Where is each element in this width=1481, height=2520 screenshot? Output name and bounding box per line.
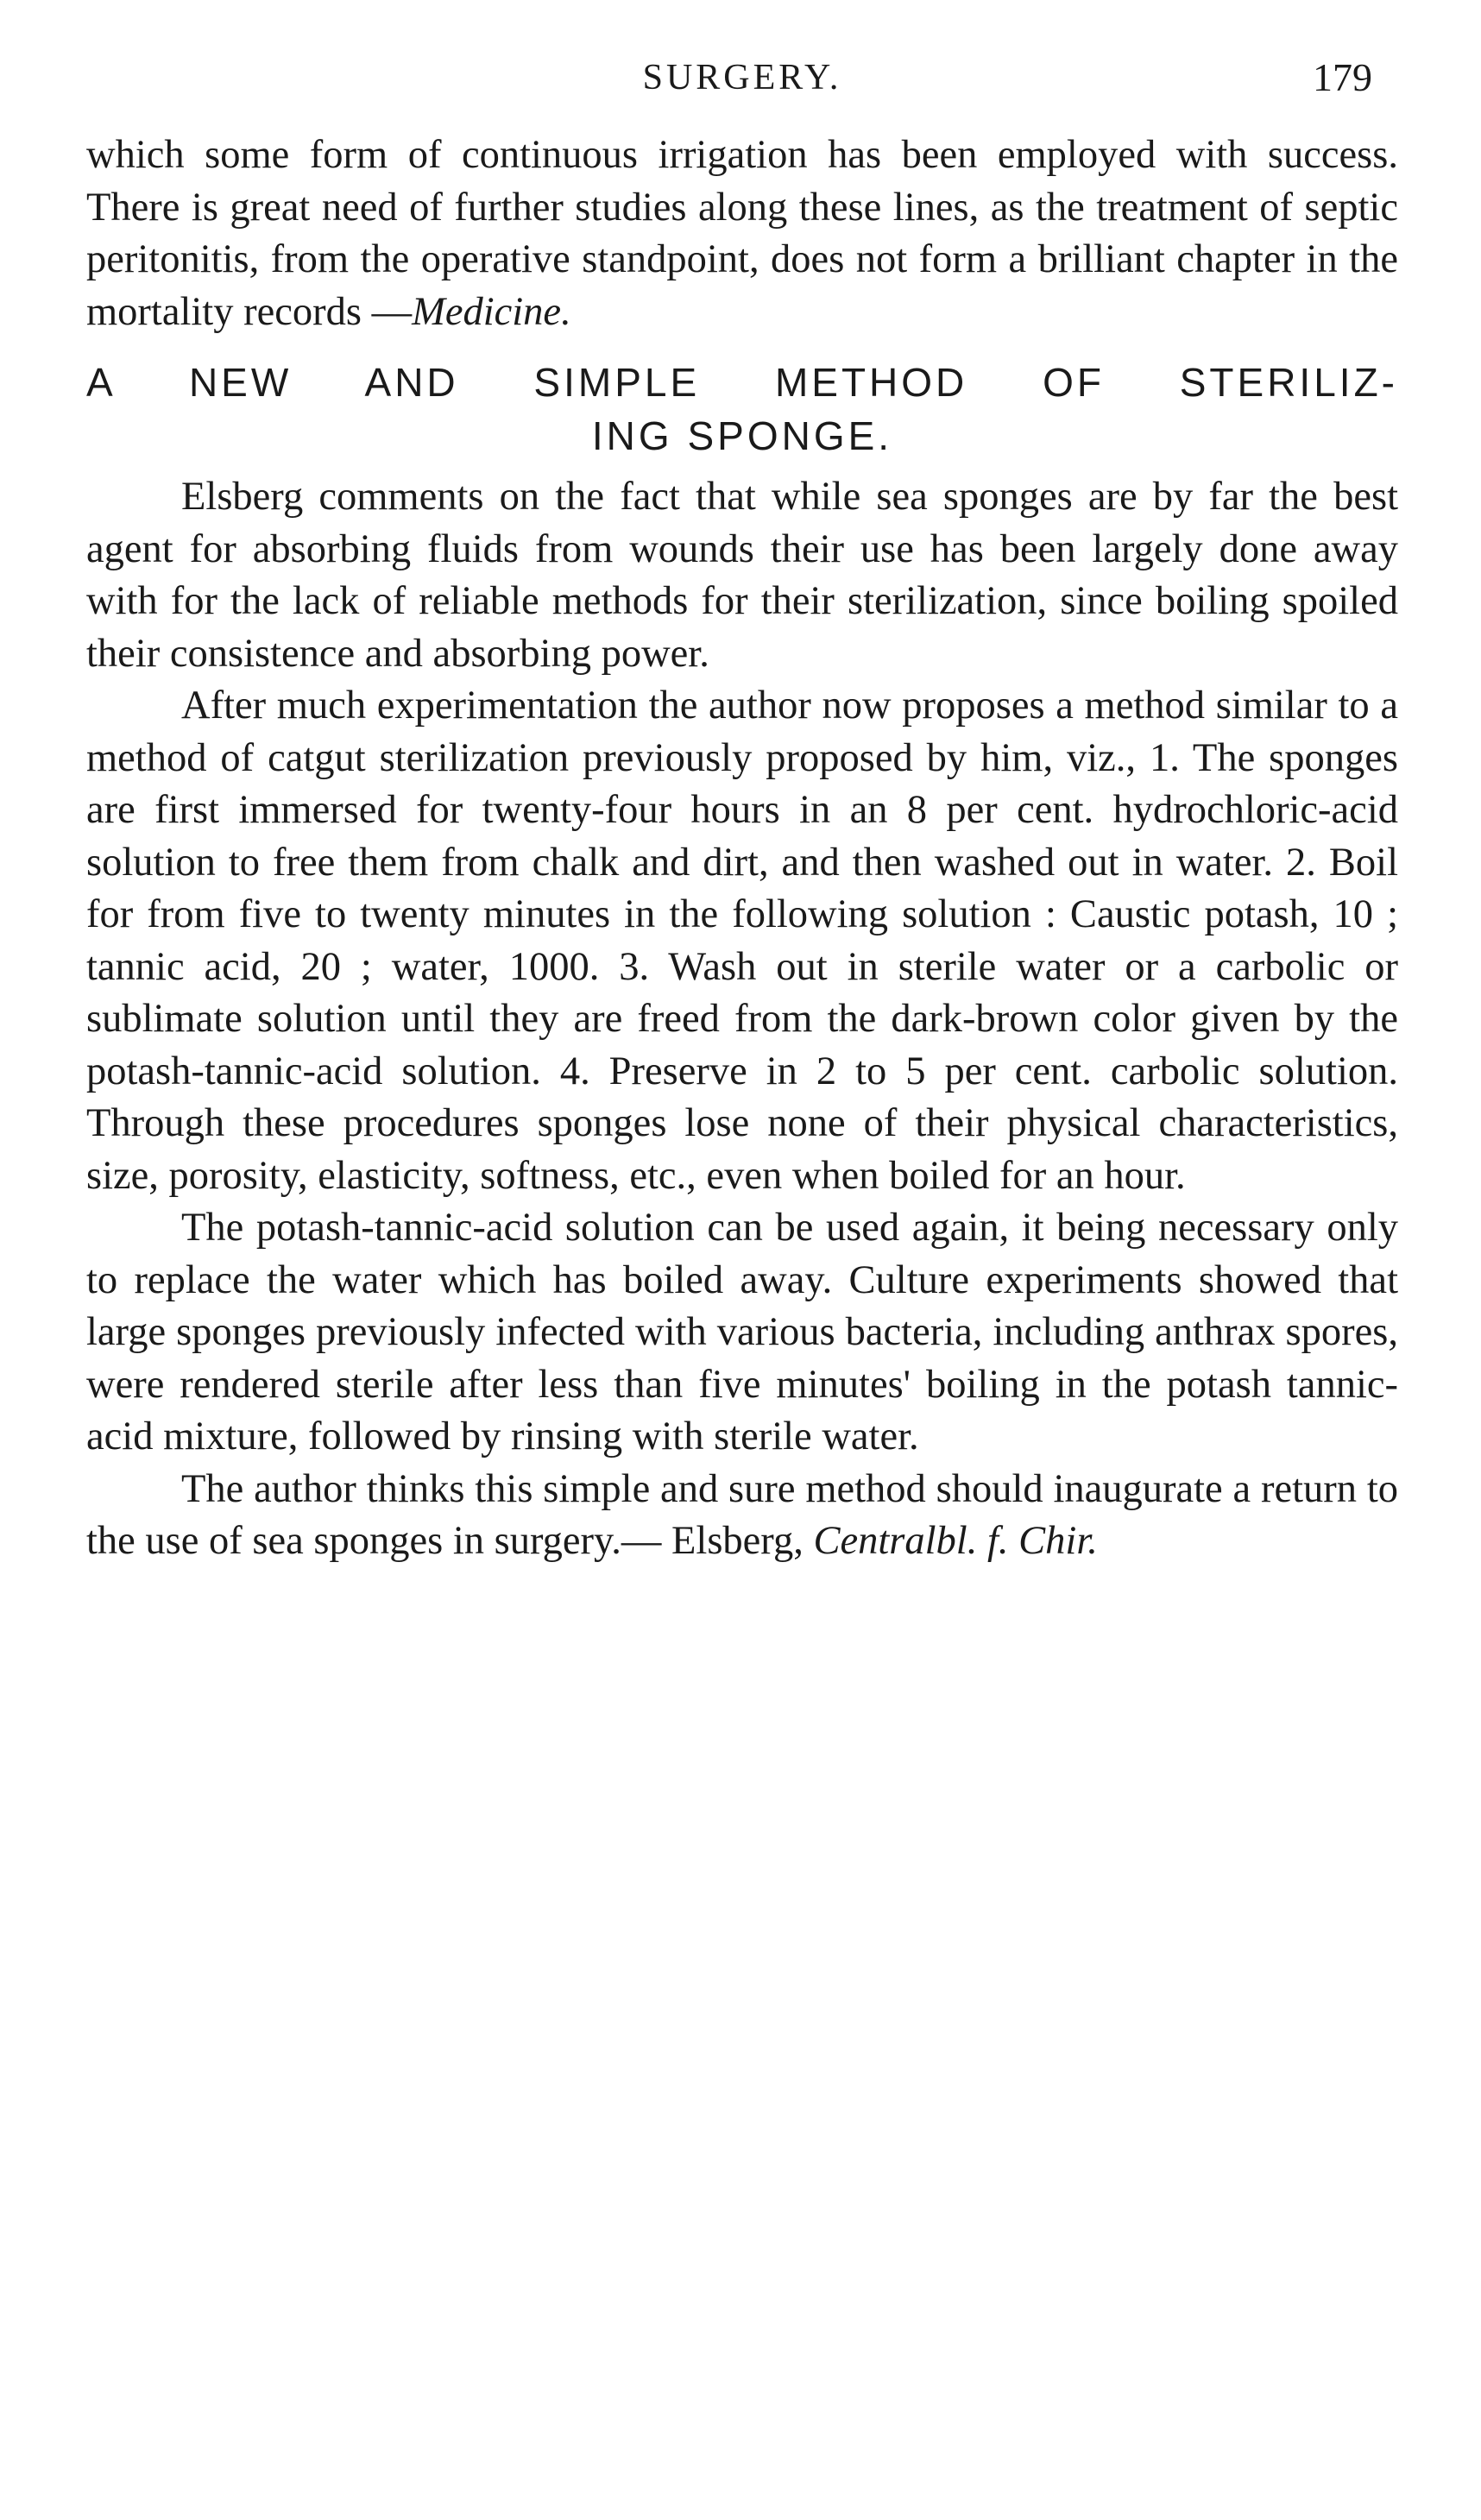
- book-page: [86, 52, 1398, 1568]
- section-heading-line-2: ING SPONGE.: [591, 413, 893, 458]
- closing-citation: Centralbl. f. Chir.: [813, 1519, 1098, 1563]
- body-paragraph-3: The potash-tannic-acid solution can be used again, it being necessary only to replace the water which has boiled away. Culture experiments showed that large sponges previously infected with various bacteria, including anthrax spores, were rendered sterile after less than five minutes' boiling in the potash tannic-acid mixture, followed by rinsing with sterile water.: [86, 1206, 1398, 1458]
- running-head: [86, 52, 1398, 112]
- section-heading: [86, 356, 1398, 463]
- page-number: 179: [1313, 55, 1372, 99]
- intro-paragraph: [86, 129, 1398, 338]
- intro-paragraph-text: which some form of continuous irrigation has been employed with success. There is great need of further studies along these lines, as the treatment of septic peritonitis, from the operative standpoint, does not form a brilliant chapter in the mortality records —: [86, 133, 1398, 334]
- intro-citation: Medicine.: [412, 289, 571, 334]
- body-paragraph-1: Elsberg comments on the fact that while sea sponges are by far the best agent for absorbing fluids from wounds their use has been largely done away with for the lack of reliable methods for their sterilization, since boiling spoiled their consistence and absorbing power.: [86, 475, 1398, 676]
- section-heading-line-1: A NEW AND SIMPLE METHOD OF STERILIZ-: [86, 360, 1398, 405]
- running-title: SURGERY.: [642, 58, 842, 98]
- closing-paragraph-text: The author thinks this simple and sure method should inaugurate a return to the use of sea sponges in surgery.— Elsberg,: [86, 1466, 1398, 1563]
- body-paragraph-2: After much experimentation the author now proposes a method similar to a method of catgut sterilization previously proposed by him, viz., 1. The sponges are first immersed for twenty-four hours in an 8 per cent. hydrochloric-acid solution to free them from chalk and dirt, and then washed out in water. 2. Boil for from five to twenty minutes in the following solution : Caustic potash, 10 ; tannic acid, 20 ; water, 1000. 3. Wash out in sterile water or a carbolic or sublimate solution until they are freed from the dark-brown color given by the potash-tannic-acid solution. 4. Preserve in 2 to 5 per cent. carbolic solution. Through these procedures sponges lose none of their physical characteristics, size, porosity, elasticity, softness, etc., even when boiled for an hour.: [86, 684, 1398, 1198]
- closing-paragraph: [86, 1464, 1398, 1568]
